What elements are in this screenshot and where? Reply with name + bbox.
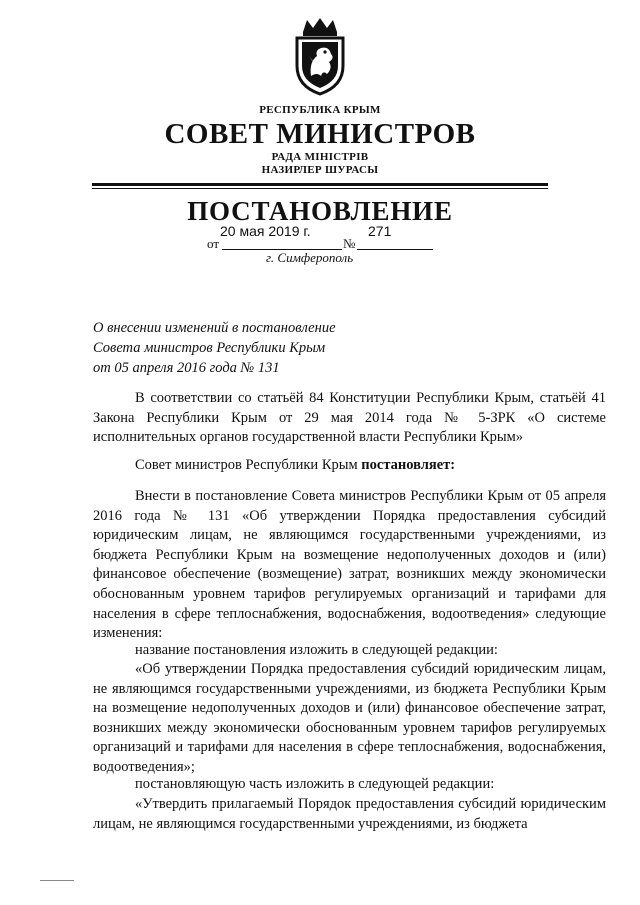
footer-mark (40, 880, 74, 881)
crimea-coat-of-arms-icon (289, 16, 351, 96)
number-underline (357, 249, 433, 250)
subject-line-1: О внесении изменений в постановление (93, 320, 336, 336)
document-type-title: ПОСТАНОВЛЕНИЕ (187, 196, 453, 226)
council-name-crh: НАЗИРЛЕР ШУРАСЫ (261, 164, 379, 176)
title-change-paragraph: название постановления изложить в следующей редакции: (135, 642, 498, 658)
decree-subject (93, 318, 433, 378)
republic-name: РЕСПУБЛИКА КРЫМ (259, 104, 381, 116)
number-label: № (343, 236, 356, 251)
subject-line-3: от 05 апреля 2016 года № 131 (93, 360, 280, 376)
subject-line-2: Совета министров Республики Крым (93, 340, 326, 356)
amendment-paragraph: Внести в постановление Совета министров Республики Крым от 05 апреля 2016 года № 131 «Об утверждении Порядка предоставления субсидий юридическим лицам, не являющимся государственными учреждениями, из бюджета Республики Крым на возмещение недополученных доходов и (или) финансовое обеспечение (возмещение) затрат, возникших между экономически обоснованным уровнем тарифов регулируемых организаций и тарифами для населения в сфере теплоснабжения, водоснабжения, водоотведения» следующие изменения: (93, 488, 606, 642)
header-divider-thin (92, 188, 548, 189)
resolution-text: Совет министров Республики Крым (135, 457, 362, 473)
council-name: СОВЕТ МИНИСТРОВ (164, 118, 476, 150)
resolution-paragraph (93, 456, 606, 476)
council-name-ua: РАДА МІНІСТРІВ (271, 151, 369, 163)
from-label: от (207, 236, 220, 251)
decree-date: 20 мая 2019 г. (220, 223, 311, 239)
decree-number: 271 (368, 223, 392, 239)
city-name: г. Симферополь (266, 250, 354, 265)
new-title-paragraph: «Об утверждении Порядка предоставления субсидий юридическим лицам, не являющимся государственными учреждениями, из бюджета Республики Крым на возмещение недополученных доходов и (или) финансовое обеспечение затрат, возникших между экономически обоснованным уровнем тарифов регулируемых организаций и тарифами для населения в сфере теплоснабжения, водоснабжения, водоотведения»; (93, 661, 606, 775)
operative-change-paragraph: постановляющую часть изложить в следующей редакции: (135, 776, 495, 792)
preamble-paragraph: В соответствии со статьёй 84 Конституции Республики Крым, статьёй 41 Закона Республики Крым от 29 мая 2014 года № 5-ЗРК «О системе исполнительных органов государственной власти Республики Крым» (93, 390, 606, 446)
resolution-verb: постановляет: (361, 457, 456, 473)
new-operative-paragraph: «Утвердить прилагаемый Порядок предоставления субсидий юридическим лицам, не являющимся государственными учреждениями, из бюджета (93, 796, 606, 832)
header-divider (92, 183, 548, 186)
